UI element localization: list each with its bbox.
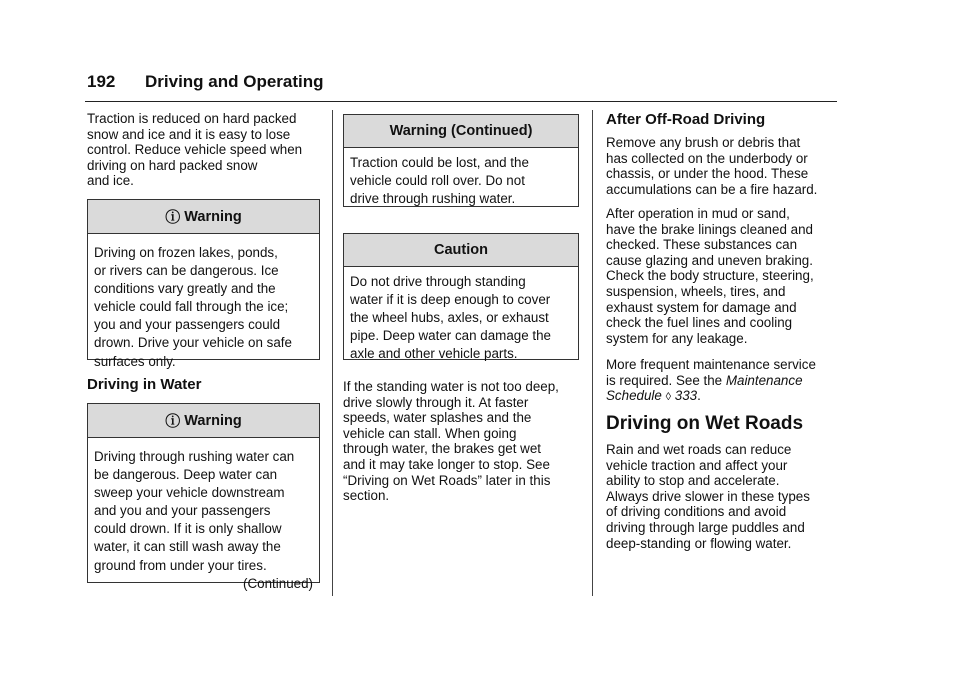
text-line: speeds, water splashes and the: [343, 410, 532, 426]
section-heading-after-off-road: After Off-Road Driving: [606, 111, 766, 128]
text-line: Rain and wet roads can reduce: [606, 442, 792, 457]
text-line: Driving through rushing water can: [94, 449, 295, 464]
paragraph: [606, 357, 838, 406]
text-line: vehicle traction and affect your: [606, 457, 788, 473]
text-line: drown. Drive your vehicle on safe: [94, 335, 292, 351]
section-heading-driving-in-water: Driving in Water: [87, 376, 202, 393]
warning-box: [87, 199, 320, 369]
warning-header: [88, 404, 319, 438]
text-line: has collected on the underbody or: [606, 150, 808, 166]
page-header: [85, 72, 837, 102]
warning-icon: ⓘ: [165, 413, 181, 430]
text-line: “Driving on Wet Roads” later in this: [343, 472, 551, 488]
chapter-title: Driving and Operating: [145, 72, 324, 91]
text-line: Traction is reduced on hard packed: [87, 111, 297, 126]
text-line: ground from under your tires.: [94, 557, 267, 573]
text-line: snow and ice and it is easy to lose: [87, 126, 291, 142]
text-line: vehicle can stall. When going: [343, 425, 517, 441]
text-line: Always drive slower in these types: [606, 488, 810, 504]
text-line: sweep your vehicle downstream: [94, 485, 285, 501]
caution-body: [344, 267, 578, 369]
text-line: check the fuel lines and cooling: [606, 315, 793, 331]
text-line: and it may take longer to stop. See: [343, 456, 550, 472]
warning-header: Warning (Continued): [344, 115, 578, 148]
warning-title: Warning: [184, 412, 242, 429]
text-line: accumulations can be a fire hazard.: [606, 181, 818, 197]
text-line: pipe. Deep water can damage the: [350, 328, 551, 344]
warning-body: [88, 438, 319, 596]
text-line: Remove any brush or debris that: [606, 135, 801, 150]
text-line: cause glazing and uneven braking.: [606, 252, 813, 268]
page-reference-number[interactable]: 333: [674, 388, 698, 404]
text-line: conditions vary greatly and the: [94, 281, 276, 297]
text-line: [606, 373, 838, 389]
text-line: checked. These substances can: [606, 237, 798, 253]
text-line: drive slowly through it. At faster: [343, 394, 529, 410]
text-line: After operation in mud or sand,: [606, 206, 790, 221]
text-line: vehicle could roll over. Do not: [350, 173, 525, 189]
continued-label: (Continued): [243, 575, 313, 591]
text-line: the wheel hubs, axles, or exhaust: [350, 310, 549, 326]
text-line: Traction could be lost, and the: [350, 155, 529, 170]
text-line: Do not drive through standing: [350, 274, 526, 289]
text-line: of driving conditions and avoid: [606, 504, 787, 520]
text-line: water, it can still wash away the: [94, 539, 281, 555]
text-line: suspension, wheels, tires, and: [606, 283, 786, 299]
text-line: driving on hard packed snow: [87, 157, 258, 173]
text-line: Driving on frozen lakes, ponds,: [94, 245, 278, 260]
warning-icon: ⓘ: [165, 209, 181, 226]
text-line: system for any leakage.: [606, 330, 748, 346]
text-line: More frequent maintenance service: [606, 357, 816, 372]
warning-continued-box: [343, 114, 579, 207]
section-heading-wet-roads: Driving on Wet Roads: [606, 413, 804, 434]
intro-paragraph: [87, 111, 322, 189]
paragraph: [606, 442, 838, 551]
column-divider: [332, 110, 333, 596]
paragraph: [606, 135, 838, 197]
text-line: chassis, or under the hood. These: [606, 166, 809, 182]
page-reference-icon: ◊: [665, 391, 672, 404]
maintenance-schedule-link[interactable]: Maintenance: [725, 372, 803, 388]
text-line: be dangerous. Deep water can: [94, 467, 278, 483]
text-line: [606, 388, 838, 406]
warning-box: [87, 403, 320, 591]
text-line: axle and other vehicle parts.: [350, 346, 518, 362]
text-line: or rivers can be dangerous. Ice: [94, 263, 279, 279]
warning-header: [88, 200, 319, 234]
caution-header: Caution: [344, 234, 578, 267]
text-fragment: .: [697, 388, 701, 404]
text-line: vehicle could fall through the ice;: [94, 299, 289, 315]
text-line: If the standing water is not too deep,: [343, 379, 559, 394]
text-line: drive through rushing water.: [350, 191, 516, 207]
text-line: exhaust system for damage and: [606, 299, 797, 315]
text-line: deep-standing or flowing water.: [606, 535, 792, 551]
warning-body: [88, 234, 319, 377]
text-line: control. Reduce vehicle speed when: [87, 142, 303, 158]
text-line: Check the body structure, steering,: [606, 268, 814, 284]
warning-body: [344, 148, 578, 214]
caution-box: [343, 233, 579, 360]
text-line: through water, the brakes get wet: [343, 441, 542, 457]
text-line: surfaces only.: [94, 353, 176, 369]
text-line: could drown. If it is only shallow: [94, 521, 282, 537]
maintenance-schedule-link[interactable]: Schedule: [606, 388, 662, 404]
text-line: have the brake linings cleaned and: [606, 221, 813, 237]
text-fragment: is required. See the: [606, 372, 726, 388]
text-line: ability to stop and accelerate.: [606, 473, 780, 489]
text-line: driving through large puddles and: [606, 519, 805, 535]
paragraph: [606, 206, 838, 346]
text-line: and ice.: [87, 173, 134, 189]
column-1: [87, 111, 322, 591]
text-line: you and your passengers could: [94, 317, 281, 333]
text-line: and you and your passengers: [94, 503, 271, 519]
standing-water-paragraph: [343, 379, 583, 504]
text-line: section.: [343, 488, 390, 504]
text-line: water if it is deep enough to cover: [350, 292, 551, 308]
column-divider: [592, 110, 593, 596]
warning-title: Warning: [184, 208, 242, 225]
page-number: 192: [87, 72, 116, 91]
